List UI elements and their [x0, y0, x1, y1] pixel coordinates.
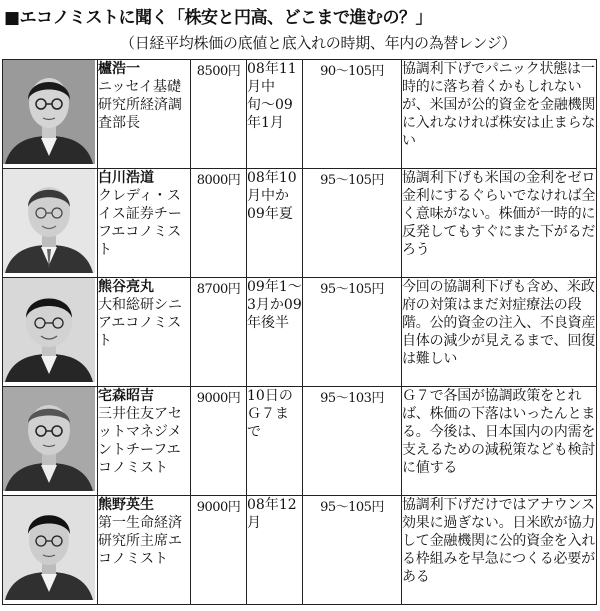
- economist-name: 宅森昭吉: [98, 388, 154, 404]
- economist-cell: [98, 278, 191, 387]
- economist-affiliation: ニッセイ基礎研究所経済調査部長: [98, 79, 182, 131]
- nikkei-bottom: 9000円: [191, 496, 247, 605]
- portrait-photo: [3, 169, 95, 273]
- portrait-cell: [3, 278, 98, 387]
- economist-affiliation: 第一生命経済研究所主席エコノミスト: [98, 515, 182, 567]
- bottom-timing: 09年1〜3月か09年後半: [247, 278, 303, 387]
- economist-affiliation: 大和総研シニアエコノミスト: [98, 297, 182, 349]
- table-row: [3, 278, 597, 387]
- bottom-timing: 08年11月中旬〜09年1月: [247, 60, 303, 169]
- economist-table: [2, 59, 597, 605]
- nikkei-bottom: 8000円: [191, 169, 247, 278]
- economist-name: 熊谷亮丸: [98, 279, 154, 295]
- economist-cell: [98, 169, 191, 278]
- article-subtitle: （日経平均株価の底値と底入れの時期、年内の為替レンジ）: [120, 34, 517, 52]
- table-row: [3, 387, 597, 496]
- table-row: [3, 496, 597, 605]
- portrait-photo: [3, 387, 95, 491]
- fx-range: 95〜105円: [303, 496, 402, 605]
- economist-comment: 今回の協調利下げも含め、米政府の対策はまだ対症療法の段階。公的資金の注入、不良資産自体の減少が見えるまで、回復は難しい: [402, 278, 597, 387]
- portrait-cell: [3, 169, 98, 278]
- portrait-cell: [3, 496, 98, 605]
- economist-affiliation: クレディ・スイス証券チーフエコノミスト: [98, 188, 182, 258]
- fx-range: 95〜105円: [303, 278, 402, 387]
- economist-cell: [98, 387, 191, 496]
- bottom-timing: 10日のＧ７まで: [247, 387, 303, 496]
- portrait-cell: [3, 60, 98, 169]
- economist-name: 熊野英生: [98, 497, 154, 513]
- nikkei-bottom: 8500円: [191, 60, 247, 169]
- economist-affiliation: 三井住友アセットマネジメントチーフエコノミスト: [98, 406, 182, 476]
- fx-range: 90〜105円: [303, 60, 402, 169]
- fx-range: 95〜103円: [303, 387, 402, 496]
- bottom-timing: 08年10月中か09年夏: [247, 169, 303, 278]
- table-row: [3, 169, 597, 278]
- table-row: [3, 60, 597, 169]
- portrait-photo: [3, 60, 95, 164]
- economist-comment: 協調利下げも米国の金利をゼロ金利にするぐらいでなければ全く意味がない。株価が一時的に反発してもすぐにまた下がるだろう: [402, 169, 597, 278]
- portrait-cell: [3, 387, 98, 496]
- economist-cell: [98, 60, 191, 169]
- economist-name: 櫨浩一: [98, 61, 140, 77]
- nikkei-bottom: 9000円: [191, 387, 247, 496]
- nikkei-bottom: 8700円: [191, 278, 247, 387]
- economist-comment: 協調利下げだけではアナウンス効果に過ぎない。日米欧が協力して金融機関に公的資金を入れる枠組みを早急につくる必要がある: [402, 496, 597, 605]
- economist-cell: [98, 496, 191, 605]
- portrait-photo: [3, 278, 95, 382]
- economist-comment: 協調利下げでパニック状態は一時的に落ち着くかもしれないが、米国が公的資金を金融機関に入れなければ株安は止まらない: [402, 60, 597, 169]
- bottom-timing: 08年12月: [247, 496, 303, 605]
- economist-comment: Ｇ７で各国が協調政策をとれば、株価の下落はいったんとまる。今後は、日本国内の内需を支えるための減税策なども検討に値する: [402, 387, 597, 496]
- fx-range: 95〜105円: [303, 169, 402, 278]
- article-title: ■エコノミストに聞く「株安と円高、どこまで進むの？」: [4, 8, 433, 28]
- economist-name: 白川浩道: [98, 170, 154, 186]
- portrait-photo: [3, 496, 95, 600]
